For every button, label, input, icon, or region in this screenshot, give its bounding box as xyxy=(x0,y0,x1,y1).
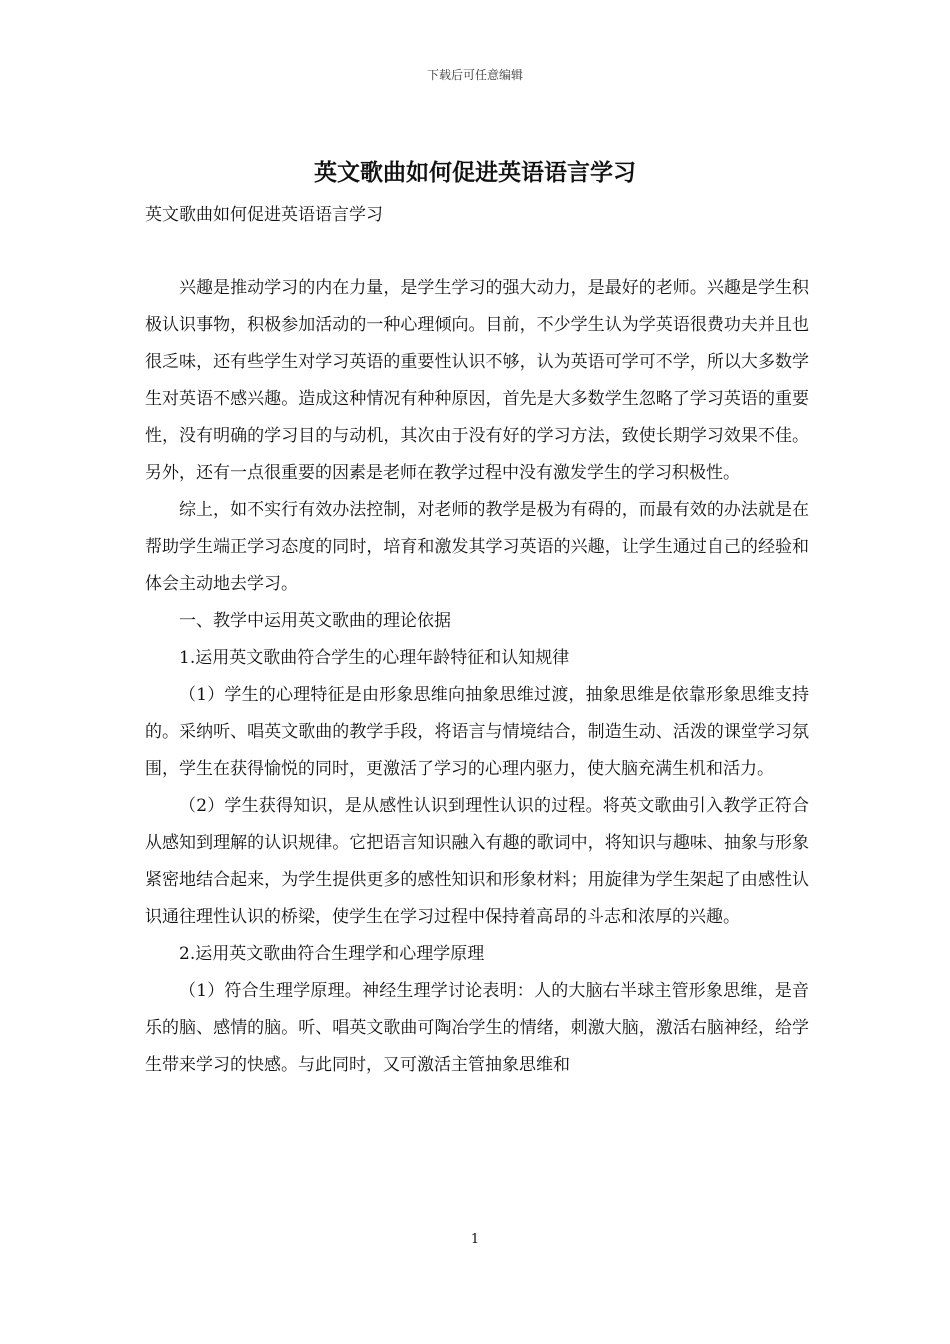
document-subtitle: 英文歌曲如何促进英语语言学习 xyxy=(145,205,383,225)
document-body xyxy=(145,270,809,1084)
section-heading: 一、教学中运用英文歌曲的理论依据 xyxy=(179,611,451,631)
subsection-heading: 1.运用英文歌曲符合学生的心理年龄特征和认知规律 xyxy=(179,648,570,668)
paragraph: 兴趣是推动学习的内在力量，是学生学习的强大动力，是最好的老师。兴趣是学生积极认识事物，积极参加活动的一种心理倾向。目前，不少学生认为学英语很费功夫并且也很乏味，还有些学生对学习英语的重要性认识不够，认为英语可学可不学，所以大多数学生对英语不感兴趣。造成这种情况有种种原因，首先是大多数学生忽略了学习英语的重要性，没有明确的学习目的与动机，其次由于没有好的学习方法，致使长期学习效果不佳。另外，还有一点很重要的因素是老师在教学过程中没有激发学生的学习积极性。 xyxy=(145,278,809,483)
page-number: 1 xyxy=(470,1232,480,1247)
page-header: 下载后可任意编辑 xyxy=(426,68,523,82)
paragraph: 综上，如不实行有效办法控制，对老师的教学是极为有碍的，而最有效的办法就是在帮助学生端正学习态度的同时，培育和激发其学习英语的兴趣，让学生通过自己的经验和体会主动地去学习。 xyxy=(145,500,809,594)
paragraph: （1）学生的心理特征是由形象思维向抽象思维过渡，抽象思维是依靠形象思维支持的。采纳听、唱英文歌曲的教学手段，将语言与情境结合，制造生动、活泼的课堂学习氛围，学生在获得愉悦的同时，更激活了学习的心理内驱力，使大脑充满生机和活力。 xyxy=(145,685,809,779)
document-title: 英文歌曲如何促进英语语言学习 xyxy=(314,159,636,186)
paragraph: （1）符合生理学原理。神经生理学讨论表明：人的大脑右半球主管形象思维，是音乐的脑、感情的脑。听、唱英文歌曲可陶冶学生的情绪，刺激大脑，激活右脑神经，给学生带来学习的快感。与此同时，又可激活主管抽象思维和 xyxy=(145,981,809,1075)
paragraph: （2）学生获得知识，是从感性认识到理性认识的过程。将英文歌曲引入教学正符合从感知到理解的认识规律。它把语言知识融入有趣的歌词中，将知识与趣味、抽象与形象紧密地结合起来，为学生提供更多的感性知识和形象材料；用旋律为学生架起了由感性认识通往理性认识的桥梁，使学生在学习过程中保持着高昂的斗志和浓厚的兴趣。 xyxy=(145,796,809,927)
subsection-heading: 2.运用英文歌曲符合生理学和心理学原理 xyxy=(179,944,485,964)
